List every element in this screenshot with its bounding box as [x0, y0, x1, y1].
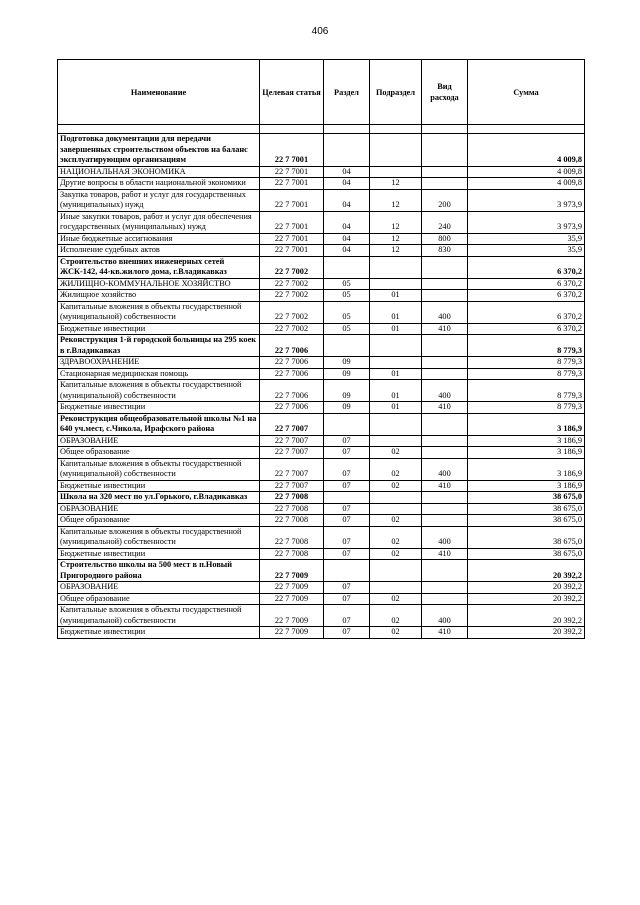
cell-subsection — [370, 560, 422, 582]
cell-name: Строительство внешних инженерных сетей ЖСК-142, 44-кв.жилого дома, г.Владикавказ — [58, 256, 260, 278]
table-header-row — [58, 60, 585, 125]
cell-expense-type: 800 — [422, 233, 468, 245]
table-row — [58, 178, 585, 190]
cell-name: Общее образование — [58, 593, 260, 605]
cell-code: 22 7 7007 — [260, 458, 324, 480]
cell-expense-type: 400 — [422, 605, 468, 627]
cell-code: 22 7 7008 — [260, 503, 324, 515]
cell-section: 07 — [324, 582, 370, 594]
cell-expense-type: 410 — [422, 548, 468, 560]
cell-name: ОБРАЗОВАНИЕ — [58, 435, 260, 447]
cell-subsection: 02 — [370, 447, 422, 459]
cell-amount: 35,9 — [468, 245, 585, 257]
cell-expense-type: 410 — [422, 480, 468, 492]
table-row — [58, 447, 585, 459]
cell-name: Бюджетные инвестиции — [58, 548, 260, 560]
page-number: 406 — [311, 26, 329, 37]
budget-table — [57, 59, 585, 639]
cell-expense-type: 200 — [422, 189, 468, 211]
cell-section: 09 — [324, 402, 370, 414]
cell-name: ОБРАЗОВАНИЕ — [58, 582, 260, 594]
table-row — [58, 402, 585, 414]
cell-subsection: 12 — [370, 189, 422, 211]
cell-subsection: 01 — [370, 402, 422, 414]
cell-section: 07 — [324, 593, 370, 605]
cell-amount: 35,9 — [468, 233, 585, 245]
table-row — [58, 233, 585, 245]
cell-section: 09 — [324, 380, 370, 402]
cell-subsection — [370, 278, 422, 290]
cell-amount: 20 392,2 — [468, 560, 585, 582]
header-code: Целевая статья — [260, 60, 324, 125]
cell-name: Жилищное хозяйство — [58, 290, 260, 302]
cell-expense-type — [422, 335, 468, 357]
table-row — [58, 548, 585, 560]
cell-name: Подготовка документации для передачи завершенных строительством объектов на баланс эксплуатирующим организациям — [58, 134, 260, 167]
cell-subsection — [370, 413, 422, 435]
cell-section — [324, 492, 370, 504]
table-row — [58, 458, 585, 480]
cell-subsection: 01 — [370, 380, 422, 402]
cell-expense-type — [422, 447, 468, 459]
header-section: Раздел — [324, 60, 370, 125]
cell-code: 22 7 7008 — [260, 548, 324, 560]
cell-name: Капитальные вложения в объекты государственной (муниципальной) собственности — [58, 605, 260, 627]
header-expense-type: Вид расхода — [422, 60, 468, 125]
cell-amount: 8 779,3 — [468, 380, 585, 402]
cell-code: 22 7 7001 — [260, 233, 324, 245]
cell-section — [324, 413, 370, 435]
cell-subsection: 01 — [370, 368, 422, 380]
cell-section: 07 — [324, 435, 370, 447]
cell-amount: 6 370,2 — [468, 301, 585, 323]
cell-code: 22 7 7006 — [260, 357, 324, 369]
header-name: Наименование — [58, 60, 260, 125]
table-row — [58, 515, 585, 527]
cell-amount: 8 779,3 — [468, 402, 585, 414]
cell-name: Строительство школы на 500 мест в п.Новый Пригородного района — [58, 560, 260, 582]
cell-subsection — [370, 256, 422, 278]
cell-section — [324, 134, 370, 167]
cell-subsection — [370, 435, 422, 447]
cell-code: 22 7 7008 — [260, 526, 324, 548]
table-row — [58, 413, 585, 435]
table-row — [58, 134, 585, 167]
cell-expense-type — [422, 435, 468, 447]
cell-name: Бюджетные инвестиции — [58, 627, 260, 639]
cell-amount: 6 370,2 — [468, 290, 585, 302]
cell-code: 22 7 7009 — [260, 582, 324, 594]
table-row — [58, 189, 585, 211]
cell-amount: 3 186,9 — [468, 458, 585, 480]
cell-amount: 38 675,0 — [468, 515, 585, 527]
cell-subsection: 12 — [370, 178, 422, 190]
cell-expense-type: 400 — [422, 301, 468, 323]
cell-expense-type — [422, 256, 468, 278]
cell-name: Капитальные вложения в объекты государственной (муниципальной) собственности — [58, 458, 260, 480]
table-row — [58, 245, 585, 257]
cell-section: 05 — [324, 278, 370, 290]
cell-expense-type: 400 — [422, 526, 468, 548]
cell-expense-type — [422, 357, 468, 369]
cell-name: Капитальные вложения в объекты государственной (муниципальной) собственности — [58, 526, 260, 548]
cell-section: 07 — [324, 515, 370, 527]
cell-subsection: 01 — [370, 290, 422, 302]
cell-name: Реконструкция общеобразовательной школы №1 на 640 уч.мест, с.Чикола, Ирафского района — [58, 413, 260, 435]
cell-expense-type — [422, 560, 468, 582]
cell-expense-type — [422, 582, 468, 594]
cell-expense-type — [422, 134, 468, 167]
table-row — [58, 278, 585, 290]
cell-expense-type — [422, 178, 468, 190]
cell-section — [324, 335, 370, 357]
cell-expense-type — [422, 368, 468, 380]
cell-code: 22 7 7006 — [260, 402, 324, 414]
cell-expense-type — [422, 166, 468, 178]
cell-expense-type: 410 — [422, 323, 468, 335]
cell-subsection — [370, 503, 422, 515]
cell-subsection: 02 — [370, 458, 422, 480]
cell-expense-type — [422, 278, 468, 290]
cell-expense-type: 830 — [422, 245, 468, 257]
cell-subsection — [370, 166, 422, 178]
cell-amount: 4 009,8 — [468, 166, 585, 178]
cell-expense-type: 410 — [422, 402, 468, 414]
cell-amount: 20 392,2 — [468, 582, 585, 594]
cell-amount: 20 392,2 — [468, 627, 585, 639]
header-subsection: Подраздел — [370, 60, 422, 125]
cell-code: 22 7 7007 — [260, 447, 324, 459]
cell-amount: 6 370,2 — [468, 256, 585, 278]
cell-name: Общее образование — [58, 447, 260, 459]
cell-name: ОБРАЗОВАНИЕ — [58, 503, 260, 515]
cell-amount: 3 186,9 — [468, 447, 585, 459]
cell-name: Школа на 320 мест по ул.Горького, г.Владикавказ — [58, 492, 260, 504]
cell-expense-type — [422, 515, 468, 527]
spacer-row — [58, 125, 585, 134]
cell-section: 09 — [324, 357, 370, 369]
cell-amount: 38 675,0 — [468, 526, 585, 548]
cell-amount: 38 675,0 — [468, 492, 585, 504]
cell-subsection: 02 — [370, 605, 422, 627]
cell-subsection — [370, 134, 422, 167]
cell-subsection: 12 — [370, 211, 422, 233]
table-row — [58, 605, 585, 627]
cell-name: Бюджетные инвестиции — [58, 402, 260, 414]
cell-code: 22 7 7009 — [260, 560, 324, 582]
cell-code: 22 7 7007 — [260, 480, 324, 492]
cell-code: 22 7 7002 — [260, 290, 324, 302]
cell-amount: 38 675,0 — [468, 503, 585, 515]
table-row — [58, 301, 585, 323]
cell-code: 22 7 7006 — [260, 335, 324, 357]
cell-subsection: 02 — [370, 526, 422, 548]
cell-name: Капитальные вложения в объекты государственной (муниципальной) собственности — [58, 380, 260, 402]
cell-code: 22 7 7002 — [260, 278, 324, 290]
cell-name: ЗДРАВООХРАНЕНИЕ — [58, 357, 260, 369]
cell-amount: 6 370,2 — [468, 278, 585, 290]
table-row — [58, 526, 585, 548]
cell-section: 05 — [324, 290, 370, 302]
table-row — [58, 335, 585, 357]
cell-name: Закупка товаров, работ и услуг для государственных (муниципальных) нужд — [58, 189, 260, 211]
cell-code: 22 7 7002 — [260, 256, 324, 278]
cell-expense-type: 400 — [422, 458, 468, 480]
cell-amount: 6 370,2 — [468, 323, 585, 335]
cell-subsection: 01 — [370, 323, 422, 335]
cell-name: Стационарная медицинская помощь — [58, 368, 260, 380]
table-row — [58, 256, 585, 278]
cell-name: ЖИЛИЩНО-КОММУНАЛЬНОЕ ХОЗЯЙСТВО — [58, 278, 260, 290]
table-row — [58, 435, 585, 447]
cell-code: 22 7 7009 — [260, 605, 324, 627]
cell-subsection: 02 — [370, 627, 422, 639]
cell-subsection: 02 — [370, 548, 422, 560]
cell-expense-type — [422, 290, 468, 302]
cell-section: 07 — [324, 627, 370, 639]
cell-subsection — [370, 492, 422, 504]
table-body — [58, 125, 585, 639]
cell-name: Общее образование — [58, 515, 260, 527]
cell-name: Бюджетные инвестиции — [58, 480, 260, 492]
cell-section: 07 — [324, 503, 370, 515]
table-row — [58, 368, 585, 380]
cell-section: 04 — [324, 178, 370, 190]
table-row — [58, 627, 585, 639]
cell-section: 09 — [324, 368, 370, 380]
cell-section: 05 — [324, 323, 370, 335]
cell-code: 22 7 7006 — [260, 368, 324, 380]
cell-expense-type: 400 — [422, 380, 468, 402]
cell-subsection: 12 — [370, 245, 422, 257]
cell-name: Исполнение судебных актов — [58, 245, 260, 257]
cell-amount: 8 779,3 — [468, 357, 585, 369]
cell-subsection — [370, 335, 422, 357]
table-row — [58, 357, 585, 369]
cell-code: 22 7 7002 — [260, 323, 324, 335]
cell-section: 04 — [324, 211, 370, 233]
cell-section: 07 — [324, 548, 370, 560]
cell-expense-type: 240 — [422, 211, 468, 233]
cell-section: 04 — [324, 189, 370, 211]
table-row — [58, 492, 585, 504]
cell-section: 04 — [324, 245, 370, 257]
cell-name: Реконструкция 1-й городской больницы на 295 коек в г.Владикавказ — [58, 335, 260, 357]
cell-section — [324, 560, 370, 582]
cell-amount: 4 009,8 — [468, 178, 585, 190]
table-row — [58, 290, 585, 302]
cell-section: 07 — [324, 447, 370, 459]
cell-code: 22 7 7001 — [260, 211, 324, 233]
cell-name: Другие вопросы в области национальной экономики — [58, 178, 260, 190]
cell-subsection: 12 — [370, 233, 422, 245]
cell-amount: 8 779,3 — [468, 368, 585, 380]
cell-section: 07 — [324, 526, 370, 548]
cell-code: 22 7 7006 — [260, 380, 324, 402]
cell-name: Бюджетные инвестиции — [58, 323, 260, 335]
table-row — [58, 166, 585, 178]
cell-subsection: 02 — [370, 593, 422, 605]
table-row — [58, 380, 585, 402]
cell-code: 22 7 7007 — [260, 435, 324, 447]
cell-section: 07 — [324, 605, 370, 627]
cell-expense-type — [422, 503, 468, 515]
cell-subsection: 01 — [370, 301, 422, 323]
cell-amount: 8 779,3 — [468, 335, 585, 357]
cell-amount: 4 009,8 — [468, 134, 585, 167]
cell-code: 22 7 7008 — [260, 492, 324, 504]
cell-code: 22 7 7002 — [260, 301, 324, 323]
cell-section: 07 — [324, 458, 370, 480]
cell-name: Капитальные вложения в объекты государственной (муниципальной) собственности — [58, 301, 260, 323]
cell-amount: 3 973,9 — [468, 189, 585, 211]
cell-amount: 3 973,9 — [468, 211, 585, 233]
cell-code: 22 7 7009 — [260, 627, 324, 639]
cell-name: Иные бюджетные ассигнования — [58, 233, 260, 245]
cell-expense-type — [422, 492, 468, 504]
table-row — [58, 503, 585, 515]
table-row — [58, 560, 585, 582]
cell-amount: 20 392,2 — [468, 605, 585, 627]
cell-code: 22 7 7001 — [260, 178, 324, 190]
header-amount: Сумма — [468, 60, 585, 125]
cell-expense-type — [422, 413, 468, 435]
cell-section: 04 — [324, 166, 370, 178]
cell-code: 22 7 7008 — [260, 515, 324, 527]
cell-section: 05 — [324, 301, 370, 323]
cell-code: 22 7 7007 — [260, 413, 324, 435]
table-row — [58, 211, 585, 233]
cell-amount: 20 392,2 — [468, 593, 585, 605]
cell-name: НАЦИОНАЛЬНАЯ ЭКОНОМИКА — [58, 166, 260, 178]
cell-amount: 38 675,0 — [468, 548, 585, 560]
cell-subsection — [370, 357, 422, 369]
cell-amount: 3 186,9 — [468, 413, 585, 435]
cell-expense-type — [422, 593, 468, 605]
cell-code: 22 7 7001 — [260, 189, 324, 211]
cell-amount: 3 186,9 — [468, 480, 585, 492]
cell-amount: 3 186,9 — [468, 435, 585, 447]
table-row — [58, 593, 585, 605]
cell-subsection — [370, 582, 422, 594]
cell-section — [324, 256, 370, 278]
cell-code: 22 7 7001 — [260, 166, 324, 178]
cell-subsection: 02 — [370, 515, 422, 527]
cell-name: Иные закупки товаров, работ и услуг для обеспечения государственных (муниципальных) нужд — [58, 211, 260, 233]
cell-code: 22 7 7001 — [260, 245, 324, 257]
cell-section: 07 — [324, 480, 370, 492]
table-row — [58, 480, 585, 492]
table-row — [58, 582, 585, 594]
cell-section: 04 — [324, 233, 370, 245]
cell-code: 22 7 7009 — [260, 593, 324, 605]
cell-expense-type: 410 — [422, 627, 468, 639]
cell-subsection: 02 — [370, 480, 422, 492]
table-row — [58, 323, 585, 335]
cell-code: 22 7 7001 — [260, 134, 324, 167]
